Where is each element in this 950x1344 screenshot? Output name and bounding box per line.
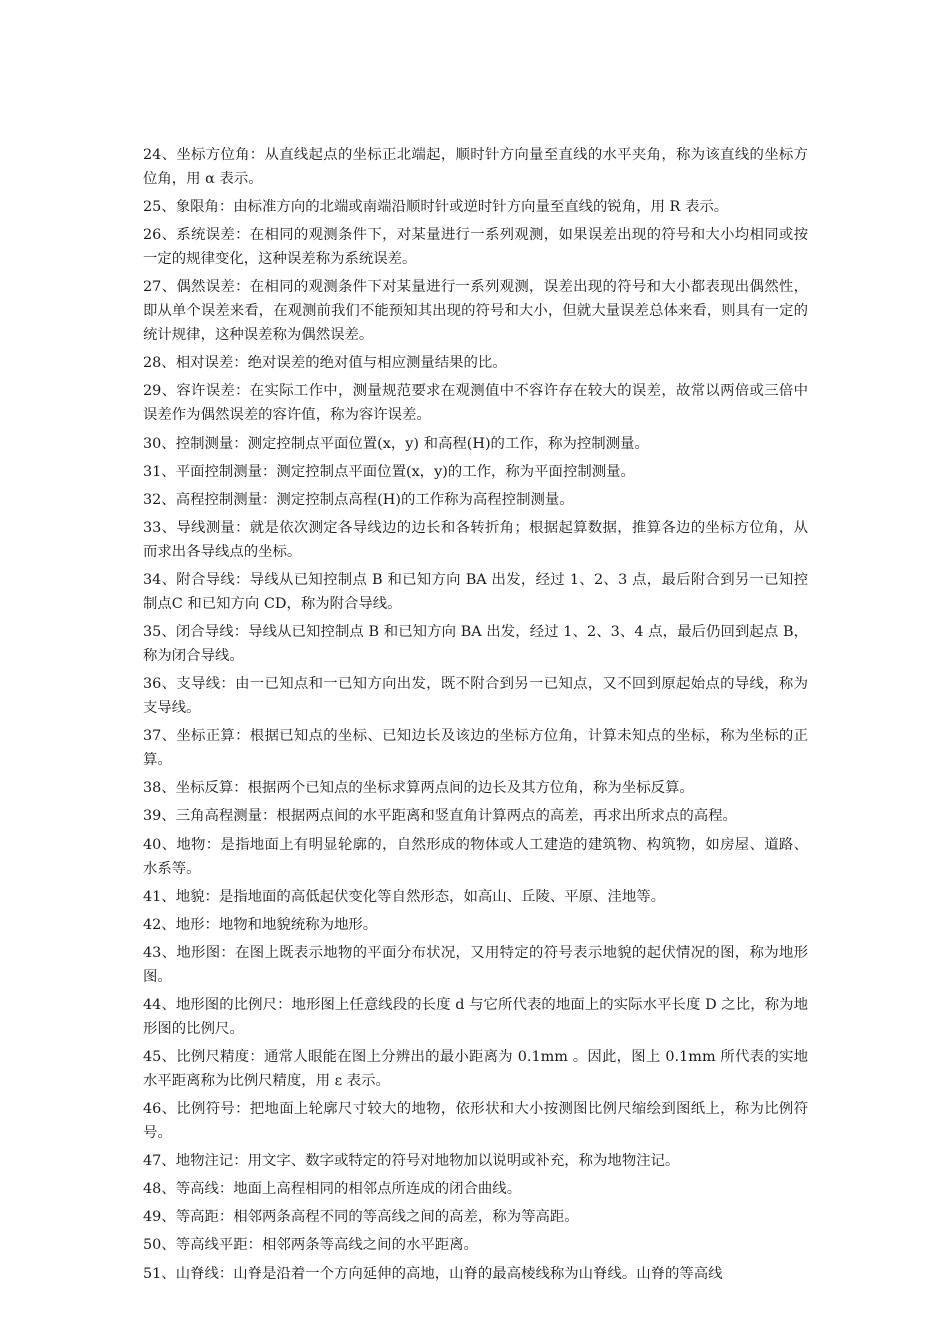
definition-28: 28、相对误差：绝对误差的绝对值与相应测量结果的比。: [143, 355, 507, 372]
definition-39: 39、三角高程测量：根据两点间的水平距离和竖直角计算两点的高差，再求出所求点的高程。: [143, 808, 737, 825]
definition-36: 36、支导线：由一已知点和一已知方向出发，既不附合到另一已知点，又不回到原起始点的导线，称为支导线。: [143, 676, 808, 717]
definition-list: [143, 143, 808, 1290]
definition-48: 48、等高线：地面上高程相同的相邻点所连成的闭合曲线。: [143, 1181, 522, 1198]
definition-30: 30、控制测量：测定控制点平面位置(x，y) 和高程(H)的工作，称为控制测量。: [143, 435, 649, 452]
definition-46: 46、比例符号：把地面上轮廓尺寸较大的地物，依形状和大小按测图比例尺缩绘到图纸上，称为比例符号。: [143, 1101, 808, 1142]
definition-34: 34、附合导线：导线从已知控制点 B 和已知方向 BA 出发，经过 1、2、3 点，最后附合到另一已知控制点C 和已知方向 CD，称为附合导线。: [143, 571, 808, 612]
definition-40: 40、地物：是指地面上有明显轮廓的，自然形成的物体或人工建造的建筑物、构筑物，如房屋、道路、水系等。: [143, 836, 808, 877]
definition-50: 50、等高线平距：相邻两条等高线之间的水平距离。: [143, 1237, 478, 1254]
definition-49: 49、等高距：相邻两条高程不同的等高线之间的高差，称为等高距。: [143, 1209, 579, 1226]
definition-32: 32、高程控制测量：测定控制点高程(H)的工作称为高程控制测量。: [143, 491, 574, 508]
definition-29: 29、容许误差：在实际工作中，测量规范要求在观测值中不容许存在较大的误差，故常以两倍或三倍中误差作为偶然误差的容许值，称为容许误差。: [143, 383, 808, 424]
definition-27: 27、偶然误差：在相同的观测条件下对某量进行一系列观测，误差出现的符号和大小都表现出偶然性，即从单个误差来看，在观测前我们不能预知其出现的符号和大小，但就大量误差总体来看，则具有一定的统计规律，这种误差称为偶然误差。: [143, 279, 808, 344]
definition-35: 35、闭合导线：导线从已知控制点 B 和已知方向 BA 出发，经过 1、2、3、4 点，最后仍回到起点 B，称为闭合导线。: [143, 624, 808, 665]
definition-25: 25、象限角：由标准方向的北端或南端沿顺时针或逆时针方向量至直线的锐角，用 R 表示。: [143, 199, 729, 216]
definition-33: 33、导线测量：就是依次测定各导线边的边长和各转折角；根据起算数据，推算各边的坐标方位角，从而求出各导线点的坐标。: [143, 519, 808, 560]
definition-41: 41、地貌：是指地面的高低起伏变化等自然形态，如高山、丘陵、平原、洼地等。: [143, 888, 665, 905]
definition-37: 37、坐标正算：根据已知点的坐标、已知边长及该边的坐标方位角，计算未知点的坐标，称为坐标的正算。: [143, 728, 808, 769]
definition-51: 51、山脊线：山脊是沿着一个方向延伸的高地，山脊的最高棱线称为山脊线。山脊的等高线: [143, 1265, 723, 1282]
definition-43: 43、地形图：在图上既表示地物的平面分布状况，又用特定的符号表示地貌的起伏情况的图，称为地形图。: [143, 944, 808, 985]
definition-45: 45、比例尺精度：通常人眼能在图上分辨出的最小距离为 0.1mm 。因此，图上 0.1mm 所代表的实地水平距离称为比例尺精度，用 ε 表示。: [143, 1048, 808, 1089]
definition-44: 44、地形图的比例尺：地形图上任意线段的长度 d 与它所代表的地面上的实际水平长度 D 之比，称为地形图的比例尺。: [143, 996, 808, 1037]
definition-26: 26、系统误差：在相同的观测条件下，对某量进行一系列观测，如果误差出现的符号和大小均相同或按一定的规律变化，这种误差称为系统误差。: [143, 227, 808, 268]
definition-31: 31、平面控制测量：测定控制点平面位置(x，y)的工作，称为平面控制测量。: [143, 463, 635, 480]
definition-24: 24、坐标方位角：从直线起点的坐标正北端起，顺时针方向量至直线的水平夹角，称为该直线的坐标方位角，用 α 表示。: [143, 147, 808, 187]
definition-47: 47、地物注记：用文字、数字或特定的符号对地物加以说明或补充，称为地物注记。: [143, 1153, 680, 1170]
definition-38: 38、坐标反算：根据两个已知点的坐标求算两点间的边长及其方位角，称为坐标反算。: [143, 780, 694, 797]
definition-42: 42、地形：地物和地貌统称为地形。: [143, 916, 378, 933]
